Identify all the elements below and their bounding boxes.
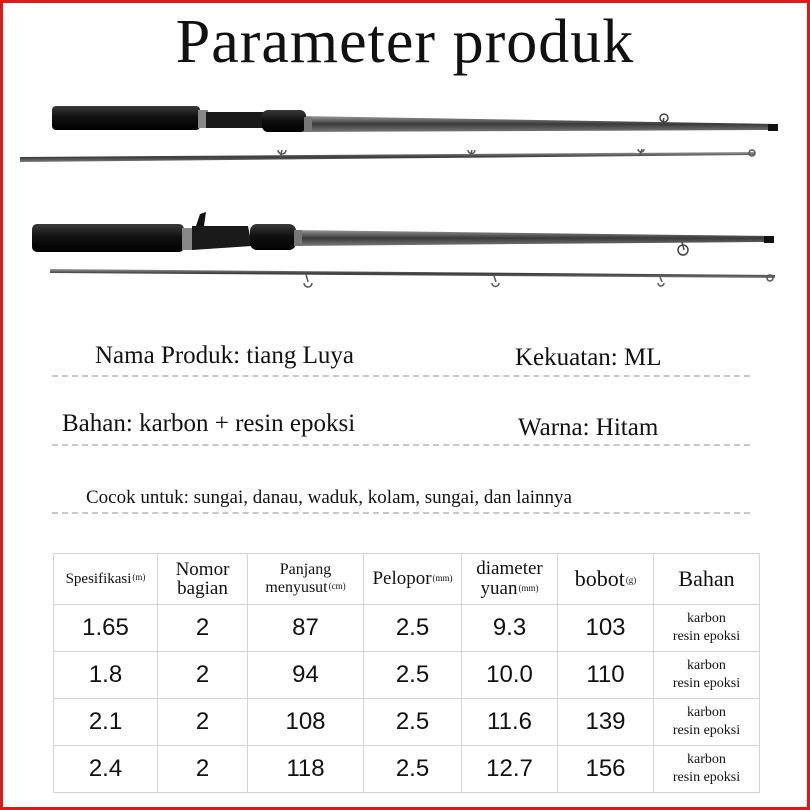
- cell-pelopor: 2.5: [364, 699, 462, 746]
- cell-panjang: 108: [248, 699, 364, 746]
- table-row: [54, 746, 760, 793]
- cell-bobot: 139: [558, 699, 654, 746]
- cell-bahan: karbon resin epoksi: [654, 699, 760, 746]
- cell-spec: 1.8: [54, 652, 158, 699]
- spec-table: [53, 553, 760, 793]
- cell-bobot: 156: [558, 746, 654, 793]
- cell-diameter: 9.3: [462, 605, 558, 652]
- cell-diameter: 12.7: [462, 746, 558, 793]
- cell-diameter: 11.6: [462, 699, 558, 746]
- header-bahan: Bahan: [654, 554, 760, 605]
- page-title: Parameter produk: [175, 8, 635, 76]
- cell-spec: 1.65: [54, 605, 158, 652]
- casting-rod-butt: [32, 212, 774, 255]
- cell-nomor: 2: [158, 652, 248, 699]
- header-pelopor: Pelopor(mm): [364, 554, 462, 605]
- header-diameter: diameter yuan(mm): [462, 554, 558, 605]
- cell-bobot: 103: [558, 605, 654, 652]
- divider: [52, 512, 750, 514]
- cell-diameter: 10.0: [462, 652, 558, 699]
- cell-pelopor: 2.5: [364, 746, 462, 793]
- product-name: Nama Produk: tiang Luya: [95, 342, 354, 369]
- product-color: Warna: Hitam: [518, 414, 659, 441]
- cell-pelopor: 2.5: [364, 605, 462, 652]
- divider: [52, 375, 750, 377]
- table-row: [54, 605, 760, 652]
- table-row: [54, 652, 760, 699]
- table-row: [54, 699, 760, 746]
- table-header-row: [54, 554, 760, 605]
- header-nomor: Nomor bagian: [158, 554, 248, 605]
- cell-nomor: 2: [158, 699, 248, 746]
- casting-rod-tip: [50, 269, 775, 287]
- header-panjang: Panjang menyusut(cm): [248, 554, 364, 605]
- product-suitable-for: Cocok untuk: sungai, danau, waduk, kolam, sungai, dan lainnya: [86, 487, 572, 508]
- cell-panjang: 118: [248, 746, 364, 793]
- cell-bahan: karbon resin epoksi: [654, 652, 760, 699]
- cell-nomor: 2: [158, 746, 248, 793]
- cell-bobot: 110: [558, 652, 654, 699]
- divider: [52, 444, 750, 446]
- cell-panjang: 87: [248, 605, 364, 652]
- cell-bahan: karbon resin epoksi: [654, 605, 760, 652]
- cell-nomor: 2: [158, 605, 248, 652]
- header-bobot: bobot(g): [558, 554, 654, 605]
- product-material: Bahan: karbon + resin epoksi: [62, 410, 356, 437]
- cell-panjang: 94: [248, 652, 364, 699]
- spinning-rod-butt: [52, 106, 778, 132]
- header-spec: Spesifikasi(m): [54, 554, 158, 605]
- spinning-rod-tip: [20, 149, 755, 162]
- cell-pelopor: 2.5: [364, 652, 462, 699]
- cell-spec: 2.1: [54, 699, 158, 746]
- cell-spec: 2.4: [54, 746, 158, 793]
- cell-bahan: karbon resin epoksi: [654, 746, 760, 793]
- product-strength: Kekuatan: ML: [515, 344, 662, 371]
